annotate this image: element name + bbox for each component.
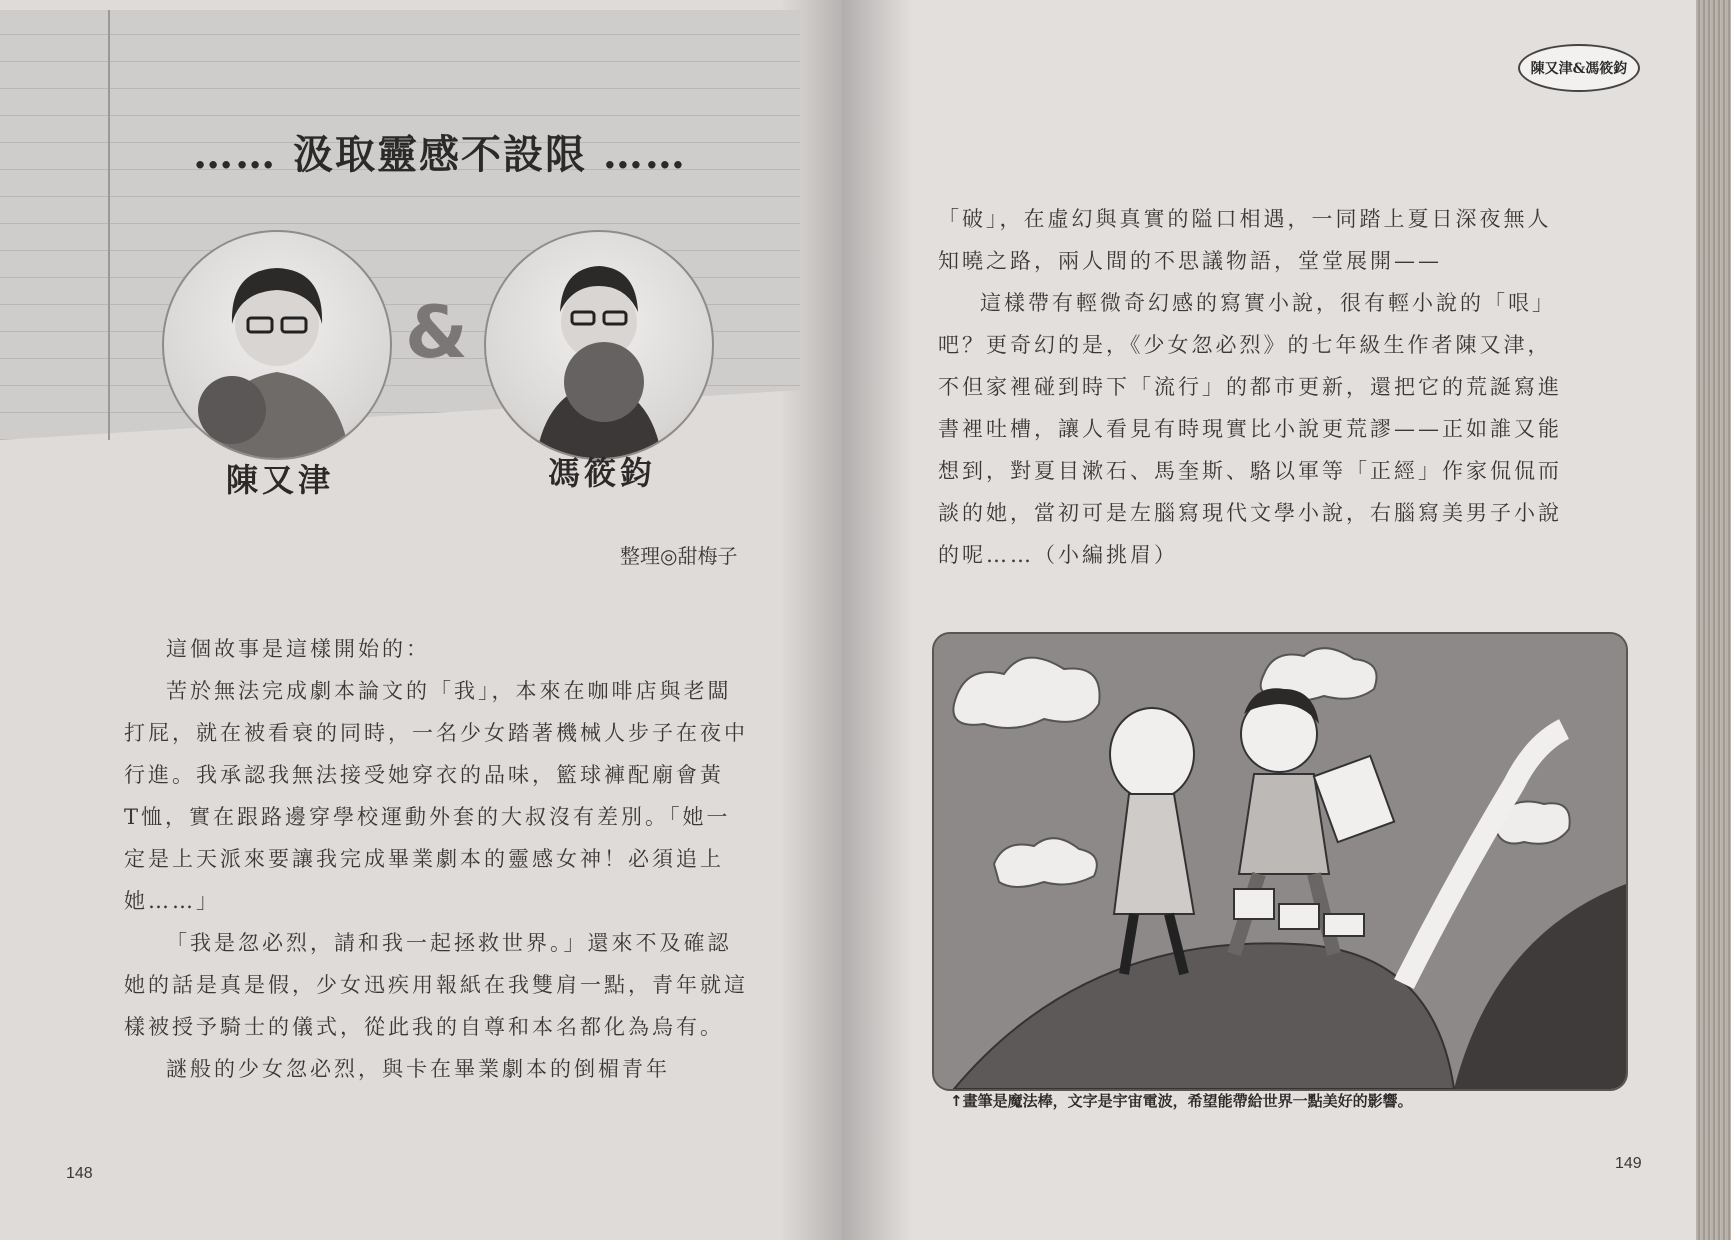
text-line: 行進。我承認我無法接受她穿衣的品味，籃球褲配廟會黃 bbox=[124, 763, 724, 787]
text-line: 談的她，當初可是左腦寫現代文學小說，右腦寫美男子小說 bbox=[938, 501, 1562, 525]
text-line: 打屁，就在被看衰的同時，一名少女踏著機械人步子在夜中 bbox=[124, 721, 748, 745]
participant-name-1: 陳又津 bbox=[226, 461, 335, 499]
portrait-feng-xiaojun bbox=[484, 230, 714, 460]
manga-illustration bbox=[932, 632, 1628, 1091]
text-line: 「我是忽必烈，請和我一起拯救世界。」還來不及確認 bbox=[166, 931, 732, 955]
text-line: 苦於無法完成劇本論文的「我」，本來在咖啡店與老闆 bbox=[166, 679, 732, 703]
illustration-caption: ↑畫筆是魔法棒，文字是宇宙電波，希望能帶給世界一點美好的影響。 bbox=[950, 1092, 1413, 1110]
text-line: 的呢……（小編挑眉） bbox=[938, 543, 1178, 567]
text-line: 定是上天派來要讓我完成畢業劇本的靈感女神！必須追上 bbox=[124, 847, 724, 871]
text-line: 她……」 bbox=[124, 889, 220, 913]
text-line: 她的話是真是假，少女迅疾用報紙在我雙肩一點，青年就這 bbox=[124, 973, 748, 997]
right-body-text bbox=[938, 198, 1608, 576]
text-line: 想到，對夏目漱石、馬奎斯、駱以軍等「正經」作家侃侃而 bbox=[938, 459, 1562, 483]
person-photo-1 bbox=[164, 232, 390, 458]
left-body-text bbox=[124, 628, 764, 1090]
notebook-margin-line bbox=[108, 10, 110, 440]
text-line: 樣被授予騎士的儀式，從此我的自尊和本名都化為烏有。 bbox=[124, 1015, 724, 1039]
participant-name-2: 馮筱鈞 bbox=[548, 454, 657, 492]
text-line: 這個故事是這樣開始的： bbox=[166, 637, 430, 661]
article-title: …… 汲取靈感不設限 …… bbox=[193, 131, 687, 178]
text-line: 謎般的少女忽必烈，與卡在畢業劇本的倒楣青年 bbox=[166, 1057, 670, 1081]
editor-credit: 整理◎甜梅子 bbox=[620, 544, 738, 568]
left-page bbox=[0, 0, 842, 1240]
author-speech-badge: 陳又津&馮筱鈞 bbox=[1518, 44, 1640, 92]
page-number-right: 149 bbox=[1615, 1155, 1642, 1172]
text-line: T恤，實在跟路邊穿學校運動外套的大叔沒有差別。「她一 bbox=[124, 805, 731, 829]
ampersand: & bbox=[405, 290, 468, 374]
page-number-left: 148 bbox=[66, 1165, 93, 1182]
text-line: 知曉之路，兩人間的不思議物語，堂堂展開—— bbox=[938, 249, 1442, 273]
illustration-drawing bbox=[934, 634, 1626, 1089]
portrait-chen-youjin bbox=[162, 230, 392, 460]
text-line: 這樣帶有輕微奇幻感的寫實小說，很有輕小說的「哏」 bbox=[980, 291, 1556, 315]
person-photo-2 bbox=[486, 232, 712, 458]
text-line: 不但家裡碰到時下「流行」的都市更新，還把它的荒誕寫進 bbox=[938, 375, 1562, 399]
book-page-edges bbox=[1696, 0, 1731, 1240]
text-line: 書裡吐槽，讓人看見有時現實比小說更荒謬——正如誰又能 bbox=[938, 417, 1562, 441]
text-line: 「破」，在虛幻與真實的隘口相遇，一同踏上夏日深夜無人 bbox=[938, 207, 1552, 231]
text-line: 吧？更奇幻的是，《少女忽必烈》的七年級生作者陳又津， bbox=[938, 333, 1552, 357]
